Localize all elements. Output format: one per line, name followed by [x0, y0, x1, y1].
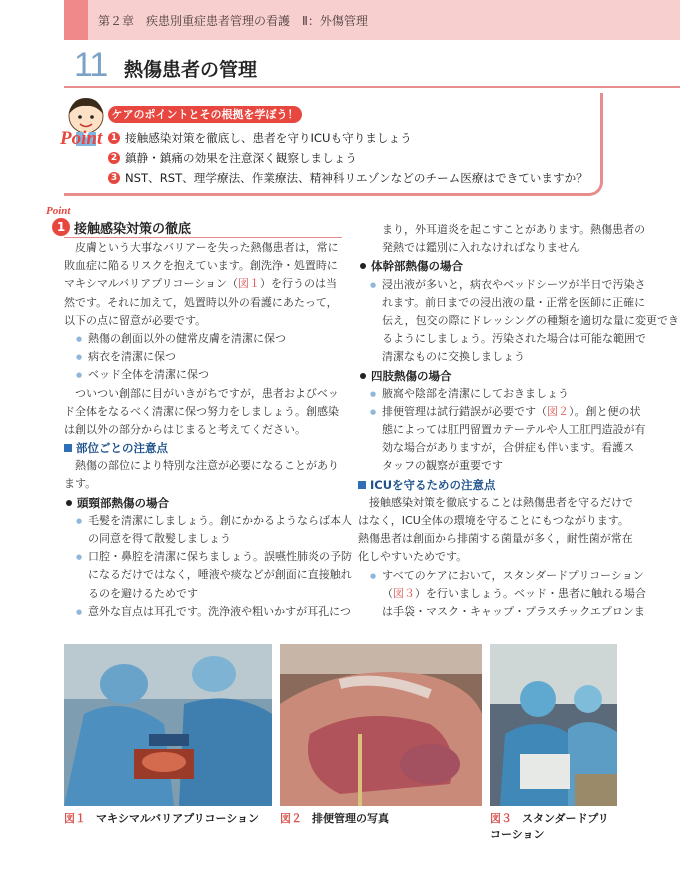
right-column	[358, 221, 680, 621]
bullet-item: ● 病衣を清潔に保つ	[74, 348, 344, 366]
text-span: 排便管理は試行錯誤が必要です（	[382, 404, 547, 418]
bullet-continuation: まり，外耳道炎を起こすことがあります。熱傷患者の	[382, 223, 646, 236]
point-item	[108, 168, 588, 188]
text-line: 以下の点に留意が必要です。	[64, 313, 207, 327]
point-item-text: 接触感染対策を徹底し、患者を守りICUも守りましょう	[125, 131, 412, 145]
subheading-site-notes	[64, 439, 344, 457]
figure-3-caption-line2: コーション	[490, 828, 545, 841]
figure-3-caption	[490, 810, 609, 826]
bullet-item: ● 浸出液が多いと，病衣やベッドシーツが半日で汚染さ	[368, 276, 620, 294]
text-line: 然です。それに加えて，処置時以外の看護にあたって，	[64, 295, 338, 309]
point-list	[108, 128, 588, 188]
text-line: 熱傷の部位により特別な注意が必要になることがあり	[75, 459, 339, 473]
bullet-continuation: るのを避けるためです	[88, 586, 198, 600]
dot-heading-text: 体幹部熱傷の場合	[371, 259, 463, 274]
text-line: ついつい創部に目がいきがちですが，患者およびベッ	[75, 386, 339, 400]
text-line: 化しやすいためです。	[358, 550, 468, 564]
bullet-item	[368, 403, 641, 421]
figure-2-caption	[280, 810, 389, 826]
bullet-continuation: るようにしましょう。汚染された場合は可能な範囲で	[382, 332, 646, 346]
bullet-continuation: 態によっては肛門留置カテーテルや人工肛門造設が有	[382, 423, 646, 437]
figure-1-label: 図１	[64, 812, 86, 825]
dot-bullet-icon	[66, 500, 72, 506]
text-line: ます。	[64, 477, 97, 491]
subheading-icu	[358, 476, 620, 494]
section-title: 熱傷患者の管理	[124, 59, 258, 81]
section-number: 11	[74, 46, 108, 84]
bullet-item: ● 意外な盲点は耳孔です。洗浄液や粗いかすが耳孔につ	[74, 603, 344, 621]
number-2-icon: 2	[108, 152, 120, 164]
dot-heading-text: 四肢熱傷の場合	[371, 368, 452, 383]
point-pill: ケアのポイントとその根拠を学ぼう！	[108, 106, 302, 123]
caption-text: スタンダードプリ	[522, 812, 609, 825]
point1-heading: 接触感染対策の徹底	[74, 222, 192, 237]
text-line: 熱傷患者は創面から排菌する菌量が多く，耐性菌が常在	[358, 532, 633, 546]
point1-underline	[64, 237, 342, 238]
text-span: ）を行うのは当	[260, 277, 338, 291]
text-line: は創以外の部分からはじまると考えてください。	[64, 422, 306, 436]
text-line: 皮膚という大事なバリアーを失った熱傷患者は，常に	[75, 241, 339, 254]
bullet-continuation: 効な場合がありますが，合併症も伴います。看護ス	[382, 441, 635, 455]
figure-2-photo	[280, 644, 482, 806]
point1-number-icon: 1	[52, 218, 70, 236]
dot-bullet-icon	[360, 373, 366, 379]
bullet-continuation: の同意を得て散髪しましょう	[88, 532, 231, 545]
text-span: （	[382, 586, 393, 600]
dot-heading-text: 頭頸部熱傷の場合	[77, 495, 169, 510]
number-1-icon: 1	[108, 132, 120, 144]
point-item-text: NST、RST、理学療法、作業療法、精神科リエゾンなどのチーム医療はできていますか？	[125, 171, 588, 185]
bullet-continuation: になるだけではなく，唾液や痰などが創面に直接触れ	[88, 568, 352, 582]
text-line: 接触感染対策を徹底することは熱傷患者を守るだけで	[369, 495, 633, 509]
text-line	[64, 275, 344, 293]
caption-text: 排便管理の写真	[312, 812, 389, 825]
bullet-item: ● 口腔・鼻腔を清潔に保ちましょう。誤嚥性肺炎の予防	[74, 548, 344, 566]
bullet-item: ● 毛髪を清潔にしましょう。創にかかるようならば本人	[74, 512, 344, 530]
text-line: はなく，ICU全体の環境を守ることにもつながります。	[358, 514, 629, 527]
bullet-continuation	[368, 585, 646, 603]
chapter-title: 第２章 疾患別重症患者管理の看護 Ⅱ：外傷管理	[98, 14, 368, 28]
figure-1-photo	[64, 644, 272, 806]
bullet-continuation: 清潔なものに交換しましょう	[382, 350, 525, 364]
bullet-item: ● すべてのケアにおいて，スタンダードプリコーション	[368, 567, 620, 585]
bullet-item: ● 熱傷の創面以外の健常皮膚を清潔に保つ	[74, 330, 344, 348]
point1-logo: Point	[46, 205, 71, 217]
dot-heading-limbs	[358, 367, 620, 385]
text-span: ）。創と便の状	[569, 404, 641, 418]
title-underline	[64, 86, 680, 88]
caption-text: マキシマルバリアプリコーション	[96, 812, 260, 825]
figure-2-ref[interactable]: 図２	[547, 404, 569, 418]
figure-3-ref[interactable]: 図３	[393, 586, 415, 600]
bullet-continuation: 伝え，包交の際にドレッシングの種類を適切な量に変更でき	[382, 313, 680, 327]
left-column	[64, 239, 352, 621]
square-bullet-icon	[64, 444, 72, 452]
point-item	[108, 128, 588, 148]
bullet-continuation: 発熱では鑑別に入れなければなりません	[382, 241, 580, 255]
point-logo: Point	[60, 128, 103, 149]
subheading-text: ICUを守るための注意点	[370, 477, 496, 492]
bullet-continuation: れます。前日までの浸出液の量・正常を医師に正確に	[382, 295, 646, 309]
dot-heading-trunk	[358, 257, 620, 275]
text-line: ド全体をなるべく清潔に保つ努力をしましょう。創感染	[64, 404, 339, 418]
subheading-text: 部位ごとの注意点	[76, 441, 168, 456]
dot-heading-head-neck	[64, 494, 344, 512]
text-line: 敗血症に陥るリスクを抱えています。創洗浄・処置時に	[64, 259, 338, 273]
text-span: ）を行いましょう。ベッド・患者に触れる場合	[415, 586, 646, 600]
point-item-text: 鎮静・鎮痛の効果を注意深く観察しましょう	[125, 151, 357, 165]
bullet-continuation: は手袋・マスク・キャップ・プラスチックエプロンま	[382, 604, 645, 618]
figure-3-label: 図３	[490, 812, 512, 825]
square-bullet-icon	[358, 481, 366, 489]
bullet-item: ● 腋窩や陰部を清潔にしておきましょう	[368, 385, 620, 403]
number-3-icon: 3	[108, 172, 120, 184]
bullet-continuation: タッフの観察が重要です	[382, 459, 503, 473]
figure-3-photo	[490, 644, 617, 806]
point-item	[108, 148, 588, 168]
text-span: マキシマルバリアプリコーション（	[64, 277, 239, 291]
figure-1-ref[interactable]: 図１	[238, 277, 261, 291]
dot-bullet-icon	[360, 263, 366, 269]
chapter-tab-accent	[64, 0, 88, 40]
bullet-item: ● ベッド全体を清潔に保つ	[74, 366, 344, 384]
figure-2-label: 図２	[280, 812, 302, 825]
figure-1-caption	[64, 810, 259, 826]
